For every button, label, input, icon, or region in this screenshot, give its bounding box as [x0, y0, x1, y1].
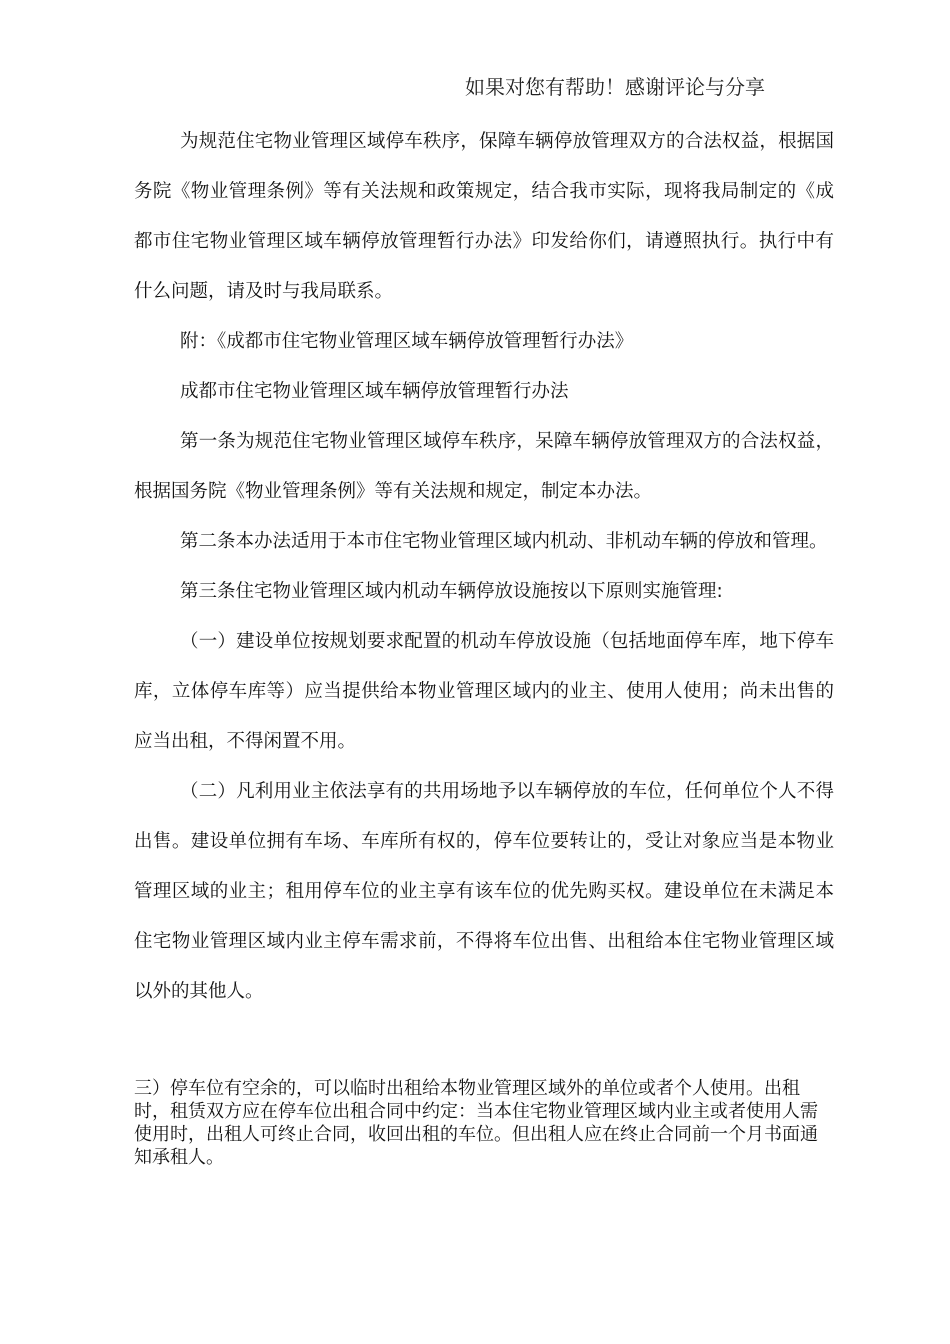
header-note: 如果对您有帮助！感谢评论与分享: [465, 75, 765, 99]
paragraph-intro: 为规范住宅物业管理区域停车秩序，保障车辆停放管理双方的合法权益，根据国务院《物业管理条例》等有关法规和政策规定，结合我市实际，现将我局制定的《成都市住宅物业管理区域车辆停放管理暂行办法》印发给你们，请遵照执行。执行中有什么问题，请及时与我局联系。: [134, 131, 834, 302]
article-3-item-3: 三）停车位有空余的，可以临时出租给本物业管理区域外的单位或者个人使用。出租时，租赁双方应在停车位出租合同中约定：当本住宅物业管理区域内业主或者使用人需使用时，出租人可终止合同，收回出租的车位。但出租人应在终止合同前一个月书面通知承租人。: [134, 1078, 818, 1168]
article-3: 第三条住宅物业管理区域内机动车辆停放设施按以下原则实施管理:: [180, 581, 723, 602]
paragraph-attachment: 附：《成都市住宅物业管理区域车辆停放管理暂行办法》: [180, 331, 634, 352]
document-body: [134, 117, 834, 1017]
article-1: 第一条为规范住宅物业管理区域停车秩序，呆障车辆停放管理双方的合法权益，根据国务院《物业管理条例》等有关法规和规定，制定本办法。: [134, 431, 834, 502]
document-title: 成都市住宅物业管理区域车辆停放管理暂行办法: [180, 381, 569, 402]
article-3-item-2: （二）凡利用业主依法享有的共用场地予以车辆停放的车位，任何单位个人不得出售。建设单位拥有车场、车库所有权的，停车位要转让的，受让对象应当是本物业管理区域的业主；租用停车位的业主享有该车位的优先购买权。建设单位在未满足本住宅物业管理区域内业主停车需求前，不得将车位出售、出租给本住宅物业管理区域以外的其他人。: [134, 781, 834, 1002]
article-2: 第二条本办法适用于本市住宅物业管理区域内机动、非机动车辆的停放和管理。: [180, 531, 828, 552]
article-3-item-1: （一）建设单位按规划要求配置的机动车停放设施（包括地面停车库，地下停车库，立体停车库等）应当提供给本物业管理区域内的业主、使用人使用；尚未出售的应当出租，不得闲置不用。: [134, 631, 834, 752]
